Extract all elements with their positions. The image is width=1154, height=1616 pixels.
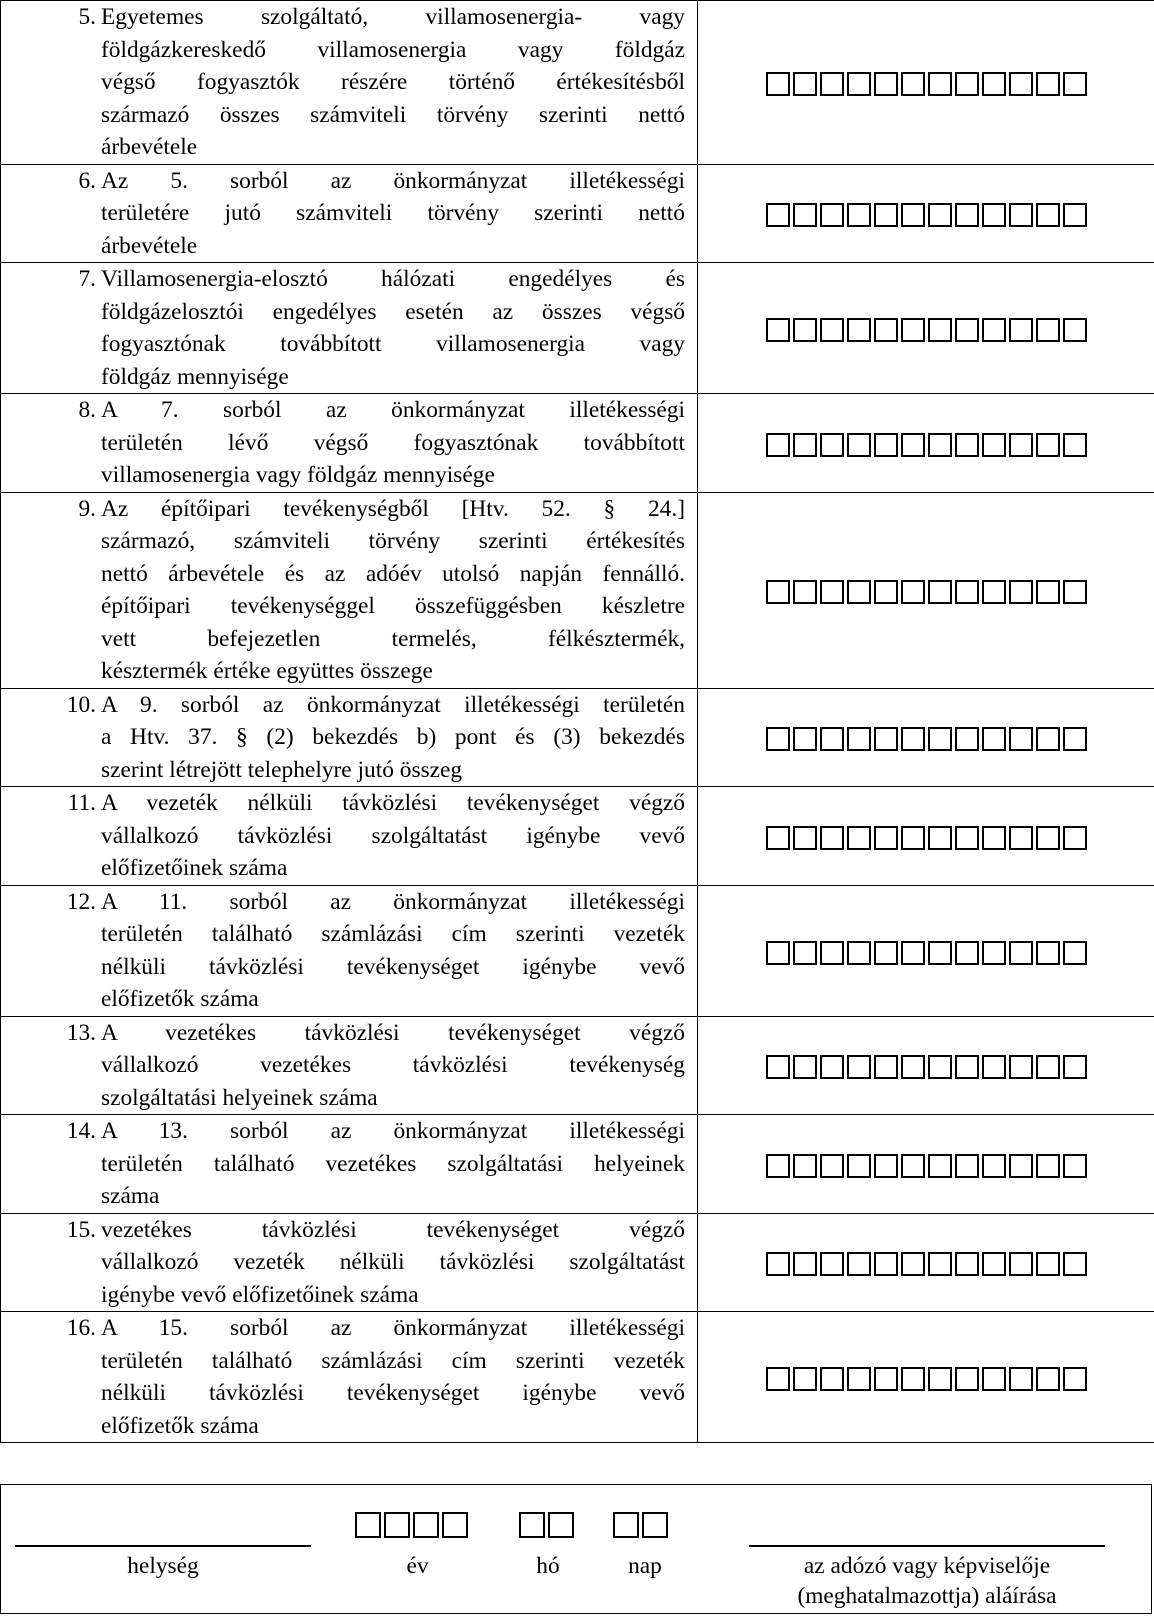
digit-box[interactable] bbox=[1036, 318, 1060, 342]
row-description-cell bbox=[1, 1, 698, 165]
row-number: 14. bbox=[66, 1118, 96, 1144]
digit-box-group bbox=[698, 1051, 1154, 1079]
row-text-line: területén lévő végső fogyasztónak továbbított bbox=[101, 429, 685, 456]
digit-box[interactable] bbox=[847, 433, 871, 457]
digit-box[interactable] bbox=[766, 580, 790, 604]
row-value-cell bbox=[698, 263, 1154, 394]
digit-box[interactable] bbox=[1063, 318, 1087, 342]
row-description bbox=[1, 886, 697, 1016]
digit-box[interactable] bbox=[766, 1252, 790, 1276]
digit-box[interactable] bbox=[820, 1252, 844, 1276]
digit-box[interactable] bbox=[1036, 941, 1060, 965]
year-digit-box[interactable] bbox=[442, 1512, 468, 1538]
row-description-cell bbox=[1, 492, 698, 688]
signature-line[interactable] bbox=[749, 1545, 1105, 1547]
digit-box[interactable] bbox=[820, 1055, 844, 1079]
row-number: 9. bbox=[78, 495, 96, 522]
digit-box[interactable] bbox=[793, 727, 817, 751]
digit-box[interactable] bbox=[847, 318, 871, 342]
row-value-cell bbox=[698, 1312, 1154, 1443]
digit-box[interactable] bbox=[1036, 72, 1060, 96]
month-label: hó bbox=[536, 1553, 560, 1579]
row-value-cell bbox=[698, 885, 1154, 1016]
digit-box[interactable] bbox=[955, 1367, 979, 1391]
digit-box[interactable] bbox=[874, 727, 898, 751]
digit-box[interactable] bbox=[766, 433, 790, 457]
digit-box[interactable] bbox=[1036, 1055, 1060, 1079]
row-value-cell bbox=[698, 787, 1154, 886]
row-number: 5. bbox=[78, 4, 96, 30]
row-description-cell bbox=[1, 1312, 698, 1443]
row-description-cell bbox=[1, 1213, 698, 1312]
digit-box[interactable] bbox=[793, 1154, 817, 1178]
digit-box[interactable] bbox=[1036, 580, 1060, 604]
row-description bbox=[1, 1, 697, 164]
digit-box[interactable] bbox=[820, 826, 844, 850]
digit-box[interactable] bbox=[982, 318, 1006, 342]
table-row bbox=[1, 1115, 1154, 1214]
digit-box[interactable] bbox=[847, 1055, 871, 1079]
digit-box[interactable] bbox=[982, 1367, 1006, 1391]
digit-box[interactable] bbox=[982, 941, 1006, 965]
row-number: 15. bbox=[66, 1216, 96, 1243]
year-digit-box[interactable] bbox=[355, 1512, 381, 1538]
digit-box[interactable] bbox=[1009, 72, 1033, 96]
place-label: helység bbox=[127, 1553, 199, 1579]
digit-box[interactable] bbox=[820, 433, 844, 457]
digit-box[interactable] bbox=[982, 1154, 1006, 1178]
row-description-cell bbox=[1, 1016, 698, 1115]
digit-box[interactable] bbox=[1009, 1055, 1033, 1079]
row-text-line: szerint létrejött telephelyre jutó összeg bbox=[101, 756, 463, 783]
row-text-line: Az építőipari tevékenységből [Htv. 52. § 24.] bbox=[101, 495, 685, 522]
digit-box[interactable] bbox=[1063, 433, 1087, 457]
row-description-cell bbox=[1, 1115, 698, 1214]
row-number: 7. bbox=[78, 266, 96, 292]
table-row bbox=[1, 1312, 1154, 1443]
digit-box[interactable] bbox=[766, 727, 790, 751]
digit-box[interactable] bbox=[982, 203, 1006, 227]
digit-box[interactable] bbox=[874, 941, 898, 965]
digit-box[interactable] bbox=[928, 1154, 952, 1178]
digit-box-group bbox=[698, 68, 1154, 96]
digit-box[interactable] bbox=[874, 433, 898, 457]
row-text-line: vett befejezetlen termelés, félkésztermék, bbox=[101, 625, 685, 652]
row-text-line: földgáz mennyisége bbox=[101, 363, 289, 390]
digit-box[interactable] bbox=[766, 826, 790, 850]
row-number: 6. bbox=[78, 167, 96, 194]
row-text-line: nélküli távközlési tevékenységet igénybe vevő bbox=[101, 1380, 685, 1406]
digit-box[interactable] bbox=[901, 1367, 925, 1391]
digit-box[interactable] bbox=[1036, 433, 1060, 457]
digit-box[interactable] bbox=[874, 1367, 898, 1391]
place-line[interactable] bbox=[15, 1545, 311, 1547]
digit-box[interactable] bbox=[874, 580, 898, 604]
digit-box[interactable] bbox=[928, 826, 952, 850]
row-text-line: nettó árbevétele és az adóév utolsó napján fennálló. bbox=[101, 560, 685, 587]
row-value-cell bbox=[698, 1016, 1154, 1115]
digit-box[interactable] bbox=[955, 318, 979, 342]
digit-box[interactable] bbox=[982, 1055, 1006, 1079]
digit-box[interactable] bbox=[955, 203, 979, 227]
digit-box[interactable] bbox=[928, 727, 952, 751]
digit-box[interactable] bbox=[1063, 1055, 1087, 1079]
digit-box[interactable] bbox=[766, 1154, 790, 1178]
digit-box[interactable] bbox=[901, 72, 925, 96]
digit-box[interactable] bbox=[1063, 1252, 1087, 1276]
digit-box[interactable] bbox=[982, 72, 1006, 96]
digit-box[interactable] bbox=[928, 1367, 952, 1391]
digit-box[interactable] bbox=[793, 203, 817, 227]
digit-box[interactable] bbox=[901, 1055, 925, 1079]
row-text-line: vállalkozó vezetékes távközlési tevékenység bbox=[101, 1052, 685, 1078]
table-row bbox=[1, 1213, 1154, 1312]
digit-box[interactable] bbox=[820, 318, 844, 342]
digit-box[interactable] bbox=[766, 941, 790, 965]
row-description bbox=[1, 165, 697, 263]
row-description-cell bbox=[1, 787, 698, 886]
row-description-cell bbox=[1, 394, 698, 493]
row-value-cell bbox=[698, 492, 1154, 688]
row-text-line: földgázkereskedő villamosenergia vagy földgáz bbox=[101, 36, 685, 63]
digit-box[interactable] bbox=[1036, 1154, 1060, 1178]
digit-box[interactable] bbox=[793, 72, 817, 96]
digit-box[interactable] bbox=[982, 580, 1006, 604]
digit-box[interactable] bbox=[847, 1252, 871, 1276]
row-text-line: nélküli távközlési tevékenységet igénybe vevő bbox=[101, 953, 685, 980]
digit-box[interactable] bbox=[820, 72, 844, 96]
digit-box[interactable] bbox=[1009, 1252, 1033, 1276]
digit-box[interactable] bbox=[955, 1252, 979, 1276]
digit-box[interactable] bbox=[766, 1367, 790, 1391]
row-text-line: területére jutó számviteli törvény szerinti nettó bbox=[101, 200, 685, 226]
digit-box[interactable] bbox=[820, 941, 844, 965]
row-description bbox=[1, 1115, 697, 1213]
digit-box[interactable] bbox=[928, 318, 952, 342]
signer-label-line2: (meghatalmazottja) aláírása bbox=[797, 1583, 1057, 1609]
day-label: nap bbox=[628, 1553, 662, 1579]
digit-box[interactable] bbox=[982, 1252, 1006, 1276]
digit-box[interactable] bbox=[1063, 727, 1087, 751]
digit-box[interactable] bbox=[793, 826, 817, 850]
digit-box[interactable] bbox=[955, 580, 979, 604]
digit-box-group bbox=[698, 576, 1154, 604]
row-text-line: villamosenergia vagy földgáz mennyisége bbox=[101, 462, 495, 488]
digit-box[interactable] bbox=[982, 727, 1006, 751]
row-text-line: A 13. sorból az önkormányzat illetékességi bbox=[101, 1118, 685, 1144]
row-text-line: származó, számviteli törvény szerinti értékesítés bbox=[101, 528, 685, 554]
year-label: év bbox=[406, 1553, 429, 1579]
row-value-cell bbox=[698, 1, 1154, 165]
digit-box[interactable] bbox=[928, 580, 952, 604]
row-number: 10. bbox=[66, 691, 96, 718]
row-text-line: építőipari tevékenységgel összefüggésben készletre bbox=[101, 593, 685, 619]
digit-box[interactable] bbox=[1009, 433, 1033, 457]
digit-box[interactable] bbox=[847, 72, 871, 96]
digit-box[interactable] bbox=[955, 826, 979, 850]
row-number: 11. bbox=[67, 790, 96, 816]
digit-box[interactable] bbox=[1009, 1154, 1033, 1178]
digit-box[interactable] bbox=[955, 941, 979, 965]
row-text-line: A 7. sorból az önkormányzat illetékességi bbox=[101, 397, 685, 423]
digit-box[interactable] bbox=[793, 580, 817, 604]
digit-box[interactable] bbox=[955, 433, 979, 457]
signature-block bbox=[0, 1484, 1152, 1614]
row-value-cell bbox=[698, 688, 1154, 787]
digit-box[interactable] bbox=[1009, 826, 1033, 850]
row-text-line: Villamosenergia-elosztó hálózati engedélyes és bbox=[101, 266, 685, 292]
digit-box[interactable] bbox=[793, 318, 817, 342]
year-boxes bbox=[355, 1512, 468, 1538]
row-number: 13. bbox=[66, 1019, 96, 1046]
digit-box[interactable] bbox=[1009, 203, 1033, 227]
digit-box[interactable] bbox=[820, 580, 844, 604]
row-text-line: származó összes számviteli törvény szerinti nettó bbox=[101, 101, 685, 128]
table-row bbox=[1, 394, 1154, 493]
digit-box[interactable] bbox=[901, 433, 925, 457]
digit-box[interactable] bbox=[1036, 1252, 1060, 1276]
day-digit-box[interactable] bbox=[642, 1512, 668, 1538]
row-text-line: előfizetőinek száma bbox=[101, 855, 288, 881]
digit-box[interactable] bbox=[820, 203, 844, 227]
digit-box[interactable] bbox=[874, 72, 898, 96]
digit-box[interactable] bbox=[1009, 580, 1033, 604]
digit-box[interactable] bbox=[847, 1367, 871, 1391]
row-description bbox=[1, 1214, 697, 1312]
row-value-cell bbox=[698, 394, 1154, 493]
row-number: 8. bbox=[78, 397, 96, 423]
digit-box[interactable] bbox=[1063, 580, 1087, 604]
row-description-cell bbox=[1, 688, 698, 787]
table-row bbox=[1, 263, 1154, 394]
row-text-line: földgázelosztói engedélyes esetén az összes végső bbox=[101, 298, 685, 325]
digit-box[interactable] bbox=[928, 941, 952, 965]
row-text-line: vállalkozó vezeték nélküli távközlési szolgáltatást bbox=[101, 1249, 685, 1275]
digit-box[interactable] bbox=[1009, 1367, 1033, 1391]
month-digit-box[interactable] bbox=[548, 1512, 574, 1538]
row-description-cell bbox=[1, 164, 698, 263]
digit-box[interactable] bbox=[766, 318, 790, 342]
row-text-line: előfizetők száma bbox=[101, 1412, 259, 1439]
row-text-line: Az 5. sorból az önkormányzat illetékességi bbox=[101, 167, 685, 194]
row-text-line: a Htv. 37. § (2) bekezdés b) pont és (3) bekezdés bbox=[101, 724, 685, 750]
row-text-line: A 9. sorból az önkormányzat illetékességi területén bbox=[101, 691, 685, 718]
table-row bbox=[1, 688, 1154, 787]
month-digit-box[interactable] bbox=[519, 1512, 545, 1538]
row-value-cell bbox=[698, 164, 1154, 263]
digit-box-group bbox=[698, 1150, 1154, 1178]
digit-box[interactable] bbox=[793, 1055, 817, 1079]
digit-box[interactable] bbox=[1036, 203, 1060, 227]
row-text-line: A 11. sorból az önkormányzat illetékességi bbox=[101, 888, 685, 915]
digit-box[interactable] bbox=[793, 941, 817, 965]
table-row bbox=[1, 885, 1154, 1016]
table-row bbox=[1, 1016, 1154, 1115]
digit-box[interactable] bbox=[766, 72, 790, 96]
row-description-cell bbox=[1, 263, 698, 394]
row-description bbox=[1, 394, 697, 492]
digit-box[interactable] bbox=[766, 203, 790, 227]
row-text-line: fogyasztónak továbbított villamosenergia vagy bbox=[101, 331, 685, 357]
digit-box[interactable] bbox=[1009, 318, 1033, 342]
day-digit-box[interactable] bbox=[613, 1512, 639, 1538]
row-value-cell bbox=[698, 1115, 1154, 1214]
digit-box[interactable] bbox=[847, 826, 871, 850]
row-description bbox=[1, 787, 697, 885]
digit-box[interactable] bbox=[928, 1055, 952, 1079]
digit-box[interactable] bbox=[901, 203, 925, 227]
year-digit-box[interactable] bbox=[384, 1512, 410, 1538]
row-number: 16. bbox=[66, 1315, 96, 1341]
digit-box-group bbox=[698, 199, 1154, 227]
month-boxes bbox=[519, 1512, 574, 1538]
digit-box[interactable] bbox=[901, 826, 925, 850]
digit-box[interactable] bbox=[874, 1055, 898, 1079]
digit-box[interactable] bbox=[847, 1154, 871, 1178]
digit-box[interactable] bbox=[874, 318, 898, 342]
row-description bbox=[1, 1017, 697, 1115]
table-row bbox=[1, 164, 1154, 263]
row-text-line: A vezetékes távközlési tevékenységet végző bbox=[101, 1019, 685, 1046]
digit-box[interactable] bbox=[793, 433, 817, 457]
digit-box[interactable] bbox=[1063, 941, 1087, 965]
digit-box-group bbox=[698, 314, 1154, 342]
day-boxes bbox=[613, 1512, 668, 1538]
signer-label-line1: az adózó vagy képviselője bbox=[803, 1553, 1051, 1579]
digit-box[interactable] bbox=[955, 72, 979, 96]
digit-box[interactable] bbox=[1063, 1367, 1087, 1391]
digit-box-group bbox=[698, 1363, 1154, 1391]
row-description bbox=[1, 1312, 697, 1442]
row-description bbox=[1, 493, 697, 688]
row-text-line: vállalkozó távközlési szolgáltatást igénybe vevő bbox=[101, 822, 685, 849]
digit-box[interactable] bbox=[820, 1154, 844, 1178]
digit-box[interactable] bbox=[928, 433, 952, 457]
digit-box[interactable] bbox=[874, 1252, 898, 1276]
digit-box[interactable] bbox=[820, 727, 844, 751]
row-text-line: árbevétele bbox=[101, 134, 198, 160]
digit-box-group bbox=[698, 723, 1154, 751]
row-value-cell bbox=[698, 1213, 1154, 1312]
digit-box[interactable] bbox=[1063, 72, 1087, 96]
row-text-line: A 15. sorból az önkormányzat illetékességi bbox=[101, 1315, 685, 1341]
row-text-line: száma bbox=[101, 1183, 160, 1209]
digit-box[interactable] bbox=[1063, 826, 1087, 850]
digit-box-group bbox=[698, 1248, 1154, 1276]
digit-box[interactable] bbox=[901, 1154, 925, 1178]
row-text-line: igénybe vevő előfizetőinek száma bbox=[101, 1281, 419, 1308]
digit-box[interactable] bbox=[901, 941, 925, 965]
row-text-line: területén található számlázási cím szerinti vezeték bbox=[101, 1347, 685, 1374]
digit-box-group bbox=[698, 429, 1154, 457]
row-description bbox=[1, 689, 697, 787]
row-text-line: területén található számlázási cím szerinti vezeték bbox=[101, 921, 685, 947]
row-text-line: szolgáltatási helyeinek száma bbox=[101, 1084, 378, 1111]
digit-box[interactable] bbox=[901, 580, 925, 604]
digit-box[interactable] bbox=[955, 1154, 979, 1178]
digit-box[interactable] bbox=[901, 318, 925, 342]
digit-box-group bbox=[698, 822, 1154, 850]
row-description bbox=[1, 263, 697, 393]
digit-box[interactable] bbox=[901, 727, 925, 751]
row-text-line: előfizetők száma bbox=[101, 986, 259, 1012]
digit-box[interactable] bbox=[874, 1154, 898, 1178]
digit-box[interactable] bbox=[820, 1367, 844, 1391]
row-text-line: A vezeték nélküli távközlési tevékenységet végző bbox=[101, 790, 685, 816]
digit-box[interactable] bbox=[847, 203, 871, 227]
digit-box[interactable] bbox=[928, 203, 952, 227]
digit-box[interactable] bbox=[1036, 826, 1060, 850]
digit-box[interactable] bbox=[766, 1055, 790, 1079]
digit-box[interactable] bbox=[793, 1252, 817, 1276]
digit-box[interactable] bbox=[1063, 1154, 1087, 1178]
digit-box[interactable] bbox=[982, 826, 1006, 850]
digit-box-group bbox=[698, 937, 1154, 965]
row-text-line: vezetékes távközlési tevékenységet végző bbox=[101, 1216, 685, 1243]
digit-box[interactable] bbox=[874, 203, 898, 227]
digit-box[interactable] bbox=[1063, 203, 1087, 227]
table-row bbox=[1, 492, 1154, 688]
digit-box[interactable] bbox=[847, 941, 871, 965]
row-description-cell bbox=[1, 885, 698, 1016]
digit-box[interactable] bbox=[955, 1055, 979, 1079]
row-text-line: területén található vezetékes szolgáltatási helyeinek bbox=[101, 1150, 685, 1177]
digit-box[interactable] bbox=[928, 1252, 952, 1276]
digit-box[interactable] bbox=[928, 72, 952, 96]
digit-box[interactable] bbox=[982, 433, 1006, 457]
digit-box[interactable] bbox=[901, 1252, 925, 1276]
row-text-line: késztermék értéke együttes összege bbox=[101, 658, 433, 684]
table-row bbox=[1, 1, 1154, 165]
row-text-line: Egyetemes szolgáltató, villamosenergia- vagy bbox=[101, 4, 685, 30]
row-text-line: árbevétele bbox=[101, 232, 198, 259]
row-text-line: végső fogyasztók részére történő értékesítésből bbox=[101, 69, 685, 95]
digit-box[interactable] bbox=[874, 826, 898, 850]
digit-box[interactable] bbox=[955, 727, 979, 751]
digit-box[interactable] bbox=[1036, 1367, 1060, 1391]
digit-box[interactable] bbox=[1009, 941, 1033, 965]
digit-box[interactable] bbox=[847, 580, 871, 604]
digit-box[interactable] bbox=[1036, 727, 1060, 751]
year-digit-box[interactable] bbox=[413, 1512, 439, 1538]
digit-box[interactable] bbox=[1009, 727, 1033, 751]
table-row bbox=[1, 787, 1154, 886]
row-number: 12. bbox=[66, 888, 96, 915]
digit-box[interactable] bbox=[793, 1367, 817, 1391]
digit-box[interactable] bbox=[847, 727, 871, 751]
